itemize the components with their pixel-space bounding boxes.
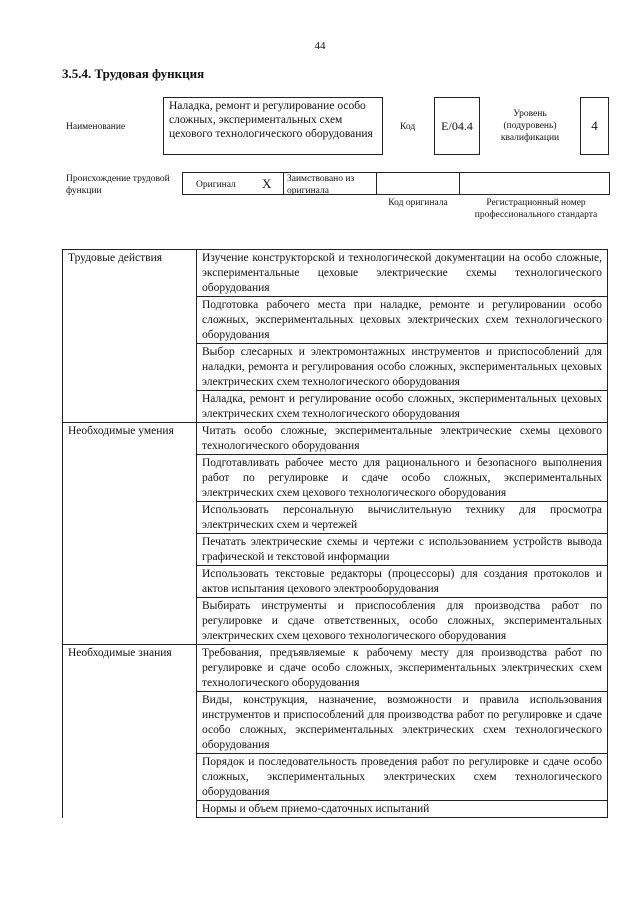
function-table [62,249,608,818]
original-mark: X [262,176,272,191]
category-cell [63,455,197,502]
table-row [63,645,608,692]
category-cell [63,534,197,566]
table-row [63,297,608,344]
category-cell [63,754,197,801]
reg-number-label: Регистрационный номер профессионального стандарта [474,198,598,220]
table-row [63,250,608,297]
origin-label: Происхождение трудовой функции [66,174,170,196]
name-value: Наладка, ремонт и регулирование особо сложных, экспериментальных схем цехового технологического оборудования [163,97,383,155]
requirement-cell: Выбирать инструменты и приспособления для производства работ по регулировке и сдаче ответственных, особо сложных, экспериментальных электрических схем цехового технологического оборудования [197,598,608,645]
category-cell [63,566,197,598]
requirement-cell: Виды, конструкция, назначение, возможности и правила использования инструментов и приспособлений для производства работ по регулировке и сдаче особо сложных, экспериментальных электрических схем технологического оборудования [197,692,608,754]
code-value: E/04.4 [434,97,480,155]
table-row [63,754,608,801]
requirement-cell: Читать особо сложные, экспериментальные электрические схемы цехового технологического оборудования [197,423,608,455]
table-row [63,423,608,455]
requirement-cell: Печатать электрические схемы и чертежи с использованием устройств вывода графической и текстовой информации [197,534,608,566]
requirement-cell: Наладка, ремонт и регулирование особо сложных, экспериментальных цеховых электрических схем технологического оборудования [197,391,608,423]
name-label: Наименование [66,122,126,132]
category-label: Трудовые действия [63,250,197,297]
table-row [63,692,608,754]
category-cell [63,502,197,534]
category-cell [63,297,197,344]
page-number: 44 [314,40,326,52]
table-row [63,534,608,566]
section-title: 3.5.4. Трудовая функция [62,66,205,81]
table-row [63,566,608,598]
code-original-label: Код оригинала [388,198,448,208]
table-row [63,598,608,645]
table-row [63,391,608,423]
requirement-cell: Подготовка рабочего места при наладке, ремонте и регулировании особо сложных, экспериментальных цеховых электрических схем технологического оборудования [197,297,608,344]
original-label: Оригинал [196,180,236,190]
category-label: Необходимые знания [63,645,197,692]
table-row [63,455,608,502]
requirement-cell: Порядок и последовательность проведения работ по регулировке и сдаче особо сложных, экспериментальных электрических схем технологического оборудования [197,754,608,801]
code-label: Код [400,122,416,132]
level-value: 4 [580,97,609,155]
borrowed-label: Заимствовано из оригинала [287,174,355,196]
requirement-cell: Изучение конструкторской и технологической документации на особо сложные, экспериментальные цеховые электрические схемы технологического оборудования [197,250,608,297]
category-label: Необходимые умения [63,423,197,455]
category-cell [63,391,197,423]
requirement-cell: Нормы и объем приемо-сдаточных испытаний [197,801,608,818]
requirement-cell: Подготавливать рабочее место для рационального и безопасного выполнения работ по регулировке и сдаче особо сложных, экспериментальных электрических схем цехового технологического оборудования [197,455,608,502]
category-cell [63,801,197,818]
requirement-cell: Использовать персональную вычислительную технику для просмотра электрических схем и чертежей [197,502,608,534]
requirement-cell: Выбор слесарных и электромонтажных инструментов и приспособлений для наладки, ремонта и регулирования особо сложных, экспериментальных цеховых электрических схем технологического оборудования [197,344,608,391]
level-label: Уровень (подуровень) квалификации [500,109,560,143]
table-row [63,344,608,391]
requirement-cell: Требования, предъявляемые к рабочему месту для производства работ по регулировке и сдаче особо сложных, экспериментальных электрических схем технологического оборудования [197,645,608,692]
category-cell [63,598,197,645]
category-cell [63,692,197,754]
table-row [63,502,608,534]
table-row [63,801,608,818]
origin-row [182,172,610,195]
requirement-cell: Использовать текстовые редакторы (процессоры) для создания протоколов и актов испытания цехового электрооборудования [197,566,608,598]
category-cell [63,344,197,391]
